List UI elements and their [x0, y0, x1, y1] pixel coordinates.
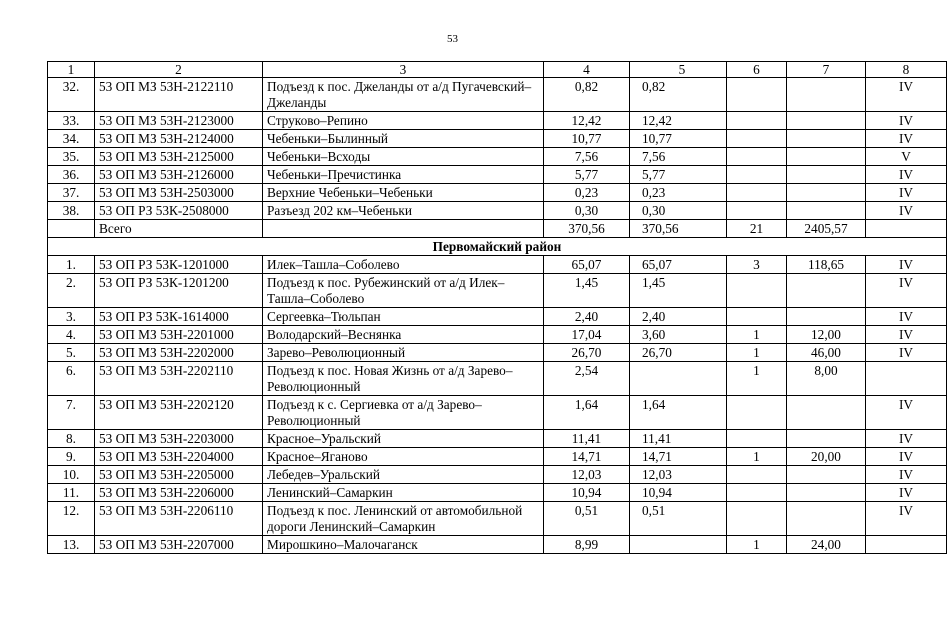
row-number: 5. — [48, 344, 95, 362]
road-code: 53 ОП МЗ 53Н-2125000 — [95, 148, 263, 166]
bridge-count — [727, 430, 787, 448]
table-row — [48, 166, 947, 184]
row-number: 36. — [48, 166, 95, 184]
length-total: 370,56 — [544, 220, 630, 238]
bridge-count — [727, 112, 787, 130]
bridge-count — [727, 202, 787, 220]
row-number: 8. — [48, 430, 95, 448]
table-row — [48, 78, 947, 112]
bridge-length — [787, 112, 866, 130]
road-code: 53 ОП РЗ 53К-2508000 — [95, 202, 263, 220]
table-row — [48, 484, 947, 502]
table-row — [48, 274, 947, 308]
row-number: 34. — [48, 130, 95, 148]
bridge-length — [787, 308, 866, 326]
road-name: Илек–Ташла–Соболево — [263, 256, 544, 274]
table-row — [48, 202, 947, 220]
road-category: IV — [866, 430, 947, 448]
road-name: Разъезд 202 км–Чебеньки — [263, 202, 544, 220]
road-code: 53 ОП МЗ 53Н-2202120 — [95, 396, 263, 430]
column-number: 8 — [866, 62, 947, 78]
row-number: 11. — [48, 484, 95, 502]
table-row — [48, 536, 947, 554]
length-value: 0,23 — [630, 184, 727, 202]
row-number: 4. — [48, 326, 95, 344]
table-row — [48, 130, 947, 148]
road-category — [866, 220, 947, 238]
row-number: 33. — [48, 112, 95, 130]
length-total: 10,77 — [544, 130, 630, 148]
length-total: 7,56 — [544, 148, 630, 166]
road-name: Ленинский–Самаркин — [263, 484, 544, 502]
row-number: 10. — [48, 466, 95, 484]
road-category: IV — [866, 448, 947, 466]
road-name: Подъезд к пос. Джеланды от а/д Пугачевский–Джеланды — [263, 78, 544, 112]
row-number: 2. — [48, 274, 95, 308]
page-number: 53 — [447, 33, 458, 45]
bridge-length — [787, 184, 866, 202]
road-code: 53 ОП РЗ 53К-1201000 — [95, 256, 263, 274]
row-number: 13. — [48, 536, 95, 554]
bridge-length — [787, 466, 866, 484]
length-value: 12,03 — [630, 466, 727, 484]
road-code: 53 ОП МЗ 53Н-2126000 — [95, 166, 263, 184]
length-total: 2,54 — [544, 362, 630, 396]
road-code: 53 ОП МЗ 53Н-2503000 — [95, 184, 263, 202]
bridge-length — [787, 78, 866, 112]
road-name: Володарский–Веснянка — [263, 326, 544, 344]
column-number: 6 — [727, 62, 787, 78]
bridge-count: 1 — [727, 536, 787, 554]
column-number: 4 — [544, 62, 630, 78]
bridge-length — [787, 484, 866, 502]
road-code: 53 ОП МЗ 53Н-2206110 — [95, 502, 263, 536]
road-name: Подъезд к пос. Новая Жизнь от а/д Зарево–Революционный — [263, 362, 544, 396]
road-category: IV — [866, 344, 947, 362]
bridge-count: 21 — [727, 220, 787, 238]
roads-table — [47, 61, 947, 554]
road-code: 53 ОП РЗ 53К-1614000 — [95, 308, 263, 326]
road-name: Чебеньки–Былинный — [263, 130, 544, 148]
road-code: 53 ОП МЗ 53Н-2206000 — [95, 484, 263, 502]
bridge-length — [787, 274, 866, 308]
bridge-length — [787, 202, 866, 220]
road-name: Лебедев–Уральский — [263, 466, 544, 484]
road-code: 53 ОП МЗ 53Н-2205000 — [95, 466, 263, 484]
road-category: IV — [866, 326, 947, 344]
column-number: 1 — [48, 62, 95, 78]
road-category: IV — [866, 166, 947, 184]
road-code: 53 ОП МЗ 53Н-2204000 — [95, 448, 263, 466]
bridge-length — [787, 166, 866, 184]
length-value: 370,56 — [630, 220, 727, 238]
road-name: Красное–Яганово — [263, 448, 544, 466]
bridge-count — [727, 308, 787, 326]
length-total: 11,41 — [544, 430, 630, 448]
length-total: 1,64 — [544, 396, 630, 430]
length-total: 0,23 — [544, 184, 630, 202]
row-number: 35. — [48, 148, 95, 166]
road-name: Подъезд к пос. Ленинский от автомобильной дороги Ленинский–Самаркин — [263, 502, 544, 536]
bridge-length — [787, 396, 866, 430]
road-name: Мирошкино–Малочаганск — [263, 536, 544, 554]
length-total: 12,42 — [544, 112, 630, 130]
length-total: 17,04 — [544, 326, 630, 344]
road-code: 53 ОП МЗ 53Н-2201000 — [95, 326, 263, 344]
bridge-length — [787, 502, 866, 536]
column-number: 5 — [630, 62, 727, 78]
road-name: Чебеньки–Пречистинка — [263, 166, 544, 184]
road-category: IV — [866, 202, 947, 220]
length-total: 2,40 — [544, 308, 630, 326]
bridge-count: 1 — [727, 448, 787, 466]
table-row — [48, 308, 947, 326]
road-category: IV — [866, 112, 947, 130]
length-total: 0,82 — [544, 78, 630, 112]
length-total: 0,51 — [544, 502, 630, 536]
table-row — [48, 256, 947, 274]
bridge-count — [727, 466, 787, 484]
road-category: IV — [866, 466, 947, 484]
length-value: 10,77 — [630, 130, 727, 148]
bridge-length — [787, 148, 866, 166]
road-code: 53 ОП МЗ 53Н-2207000 — [95, 536, 263, 554]
road-category — [866, 362, 947, 396]
bridge-count: 1 — [727, 326, 787, 344]
length-value: 0,30 — [630, 202, 727, 220]
road-name: Чебеньки–Всходы — [263, 148, 544, 166]
road-name: Зарево–Революционный — [263, 344, 544, 362]
length-total: 14,71 — [544, 448, 630, 466]
length-value — [630, 362, 727, 396]
road-category: IV — [866, 78, 947, 112]
road-name: Подъезд к с. Сергиевка от а/д Зарево–Революционный — [263, 396, 544, 430]
road-code: 53 ОП МЗ 53Н-2203000 — [95, 430, 263, 448]
row-number: 1. — [48, 256, 95, 274]
length-value: 7,56 — [630, 148, 727, 166]
length-value: 14,71 — [630, 448, 727, 466]
row-number: 38. — [48, 202, 95, 220]
bridge-count — [727, 274, 787, 308]
bridge-count — [727, 484, 787, 502]
road-category: IV — [866, 502, 947, 536]
length-total: 10,94 — [544, 484, 630, 502]
table-row — [48, 502, 947, 536]
bridge-count — [727, 130, 787, 148]
length-value — [630, 536, 727, 554]
table-row — [48, 396, 947, 430]
length-value: 0,51 — [630, 502, 727, 536]
length-value: 12,42 — [630, 112, 727, 130]
bridge-count: 1 — [727, 362, 787, 396]
road-name: Верхние Чебеньки–Чебеньки — [263, 184, 544, 202]
length-value: 10,94 — [630, 484, 727, 502]
column-number: 3 — [263, 62, 544, 78]
bridge-count — [727, 502, 787, 536]
road-code: 53 ОП МЗ 53Н-2124000 — [95, 130, 263, 148]
road-name: Сергеевка–Тюльпан — [263, 308, 544, 326]
bridge-length — [787, 130, 866, 148]
table-row — [48, 344, 947, 362]
length-value: 11,41 — [630, 430, 727, 448]
length-total: 8,99 — [544, 536, 630, 554]
length-value: 26,70 — [630, 344, 727, 362]
road-category: IV — [866, 308, 947, 326]
bridge-length: 24,00 — [787, 536, 866, 554]
bridge-count — [727, 184, 787, 202]
table-row — [48, 148, 947, 166]
column-number: 2 — [95, 62, 263, 78]
road-category: IV — [866, 484, 947, 502]
bridge-count — [727, 78, 787, 112]
road-code: 53 ОП МЗ 53Н-2122110 — [95, 78, 263, 112]
length-total: 12,03 — [544, 466, 630, 484]
bridge-count — [727, 148, 787, 166]
length-total: 1,45 — [544, 274, 630, 308]
road-category: IV — [866, 130, 947, 148]
bridge-length: 20,00 — [787, 448, 866, 466]
table-row — [48, 112, 947, 130]
section-header-row — [48, 238, 947, 256]
road-code: 53 ОП РЗ 53К-1201200 — [95, 274, 263, 308]
bridge-count — [727, 396, 787, 430]
length-value: 5,77 — [630, 166, 727, 184]
road-code: 53 ОП МЗ 53Н-2202110 — [95, 362, 263, 396]
row-number: 7. — [48, 396, 95, 430]
table-row — [48, 326, 947, 344]
column-number: 7 — [787, 62, 866, 78]
road-category: IV — [866, 184, 947, 202]
bridge-length: 118,65 — [787, 256, 866, 274]
row-number: 37. — [48, 184, 95, 202]
length-value: 2,40 — [630, 308, 727, 326]
row-number: 6. — [48, 362, 95, 396]
road-category — [866, 536, 947, 554]
table-row — [48, 220, 947, 238]
bridge-length: 46,00 — [787, 344, 866, 362]
table-row — [48, 448, 947, 466]
road-name — [263, 220, 544, 238]
row-number — [48, 220, 95, 238]
length-total: 5,77 — [544, 166, 630, 184]
bridge-count: 3 — [727, 256, 787, 274]
road-category: V — [866, 148, 947, 166]
bridge-length: 2405,57 — [787, 220, 866, 238]
length-value: 1,45 — [630, 274, 727, 308]
row-number: 9. — [48, 448, 95, 466]
length-value: 1,64 — [630, 396, 727, 430]
table-row — [48, 430, 947, 448]
length-value: 3,60 — [630, 326, 727, 344]
length-total: 0,30 — [544, 202, 630, 220]
bridge-length — [787, 430, 866, 448]
column-number-row — [48, 62, 947, 78]
bridge-count: 1 — [727, 344, 787, 362]
row-number: 3. — [48, 308, 95, 326]
roads-table-body — [48, 62, 947, 554]
row-number: 32. — [48, 78, 95, 112]
bridge-count — [727, 166, 787, 184]
length-value: 65,07 — [630, 256, 727, 274]
length-total: 26,70 — [544, 344, 630, 362]
road-code: 53 ОП МЗ 53Н-2123000 — [95, 112, 263, 130]
road-name: Струково–Репино — [263, 112, 544, 130]
road-code: 53 ОП МЗ 53Н-2202000 — [95, 344, 263, 362]
road-code: Всего — [95, 220, 263, 238]
road-category: IV — [866, 274, 947, 308]
table-row — [48, 362, 947, 396]
bridge-length: 8,00 — [787, 362, 866, 396]
bridge-length: 12,00 — [787, 326, 866, 344]
row-number: 12. — [48, 502, 95, 536]
length-value: 0,82 — [630, 78, 727, 112]
road-name: Подъезд к пос. Рубежинский от а/д Илек–Ташла–Соболево — [263, 274, 544, 308]
road-category: IV — [866, 256, 947, 274]
length-total: 65,07 — [544, 256, 630, 274]
road-name: Красное–Уральский — [263, 430, 544, 448]
road-category: IV — [866, 396, 947, 430]
section-title: Первомайский район — [48, 238, 947, 256]
table-row — [48, 466, 947, 484]
table-row — [48, 184, 947, 202]
